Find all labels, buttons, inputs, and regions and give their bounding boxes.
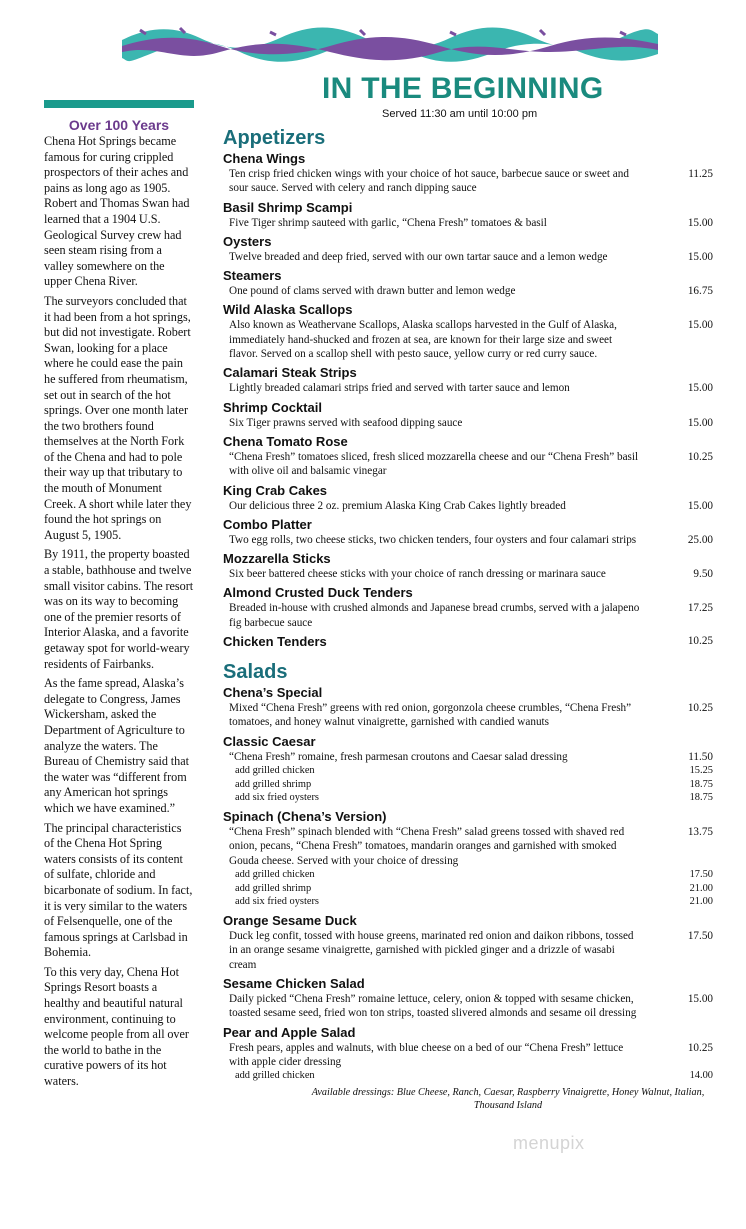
menu-item-detail (223, 167, 713, 196)
menu-item (223, 234, 713, 264)
menu-item-name: Mozzarella Sticks (223, 551, 331, 567)
menu-item (223, 365, 713, 395)
menu-item-detail (223, 1041, 713, 1070)
menu-item-name: Steamers (223, 268, 282, 284)
menu-item-name: Sesame Chicken Salad (223, 975, 365, 991)
menu-item-name: Chena’s Special (223, 685, 323, 701)
available-dressings-note: Available dressings: Blue Cheese, Ranch, Caesar, Raspberry Vinaigrette, Honey Walnut, Italian, Thousand Island (311, 1086, 705, 1111)
addon-label: add six fried oysters (235, 792, 319, 804)
menu-item-price: 15.00 (687, 319, 713, 332)
history-paragraph: By 1911, the property boasted a stable, bathhouse and twelve small visitor cabins. The resort was on its way to becoming one of the premier resorts of Interior Alaska, and a favorite getaway spot for world-weary residents of Fairbanks. (44, 547, 194, 671)
menu-item (223, 976, 713, 1021)
addon-label: add grilled chicken (235, 764, 315, 776)
history-paragraph: As the fame spread, Alaska’s delegate to Congress, James Wickersham, asked the Department of Agriculture to analyze the waters. The Bureau of Chemistry said that the water was “different from any American hot springs which we have examined.” (44, 676, 190, 815)
menu-item-name: Basil Shrimp Scampi (223, 199, 353, 215)
menu-item-description: Twelve breaded and deep fried, served with our own tartar sauce and a lemon wedge (229, 250, 608, 263)
menu-item (223, 302, 713, 361)
menu-item-price: 11.25 (688, 168, 713, 180)
history-paragraph: To this very day, Chena Hot Springs Resort boasts a healthy and beautiful natural environment, continuing to welcome people from all over the world to bathe in the curative powers of its hot waters. (44, 964, 189, 1089)
menu-item-name: Chena Wings (223, 151, 306, 166)
menu-item-description: Duck leg confit, tossed with house greens, marinated red onion and daikon ribbons, tossed in an orange sesame vinaigrette, garnished with pickled ginger and a drizzle of wasabi cream (229, 930, 634, 971)
menu-addon-option (223, 882, 713, 896)
menu-item-price: 13.75 (687, 826, 713, 839)
page-title: IN THE BEGINNING (322, 72, 604, 105)
menu-item-description: Our delicious three 2 oz. premium Alaska King Crab Cakes lightly breaded (229, 499, 566, 512)
salad-list (223, 685, 713, 1083)
menu-item (223, 585, 713, 630)
menu-item-detail (223, 318, 713, 361)
menu-item-name: Shrimp Cocktail (223, 399, 322, 415)
menu-item-description: Two egg rolls, two cheese sticks, two chicken tenders, four oysters and four calamari strips (229, 533, 637, 546)
menu-item-price: 11.50 (688, 750, 713, 763)
addon-price: 21.00 (689, 896, 713, 908)
menu-item-price: 15.00 (687, 499, 713, 512)
menu-list (223, 126, 713, 1112)
menu-item-description: Five Tiger shrimp sauteed with garlic, “Chena Fresh” tomatoes & basil (229, 216, 547, 229)
sidebar-title: Over 100 Years (68, 117, 170, 133)
menu-item-price: 17.25 (687, 602, 713, 615)
addon-label: add grilled chicken (235, 1070, 315, 1082)
menu-item-name: Classic Caesar (223, 733, 316, 749)
menu-item-detail (223, 450, 713, 479)
menu-item-description: One pound of clams served with drawn butter and lemon wedge (229, 285, 516, 298)
menu-item (223, 483, 713, 513)
menu-addon-option (223, 778, 713, 792)
menu-item (223, 434, 713, 479)
appetizer-list (223, 151, 713, 650)
menu-item-description: “Chena Fresh” romaine, fresh parmesan croutons and Caesar salad dressing (229, 750, 568, 763)
menu-addon-option (223, 764, 713, 778)
addon-price: 21.00 (689, 882, 713, 894)
menu-item-detail (223, 381, 713, 395)
menu-item-detail (223, 992, 713, 1021)
menu-item-name: Spinach (Chena’s Version) (223, 809, 387, 825)
menu-item-heading-row (223, 634, 713, 650)
menu-item (223, 400, 713, 430)
addon-price: 17.50 (689, 868, 713, 880)
history-paragraph: The surveyors concluded that it had been from a hot springs, but did not investigate. Robert Swan, looking for a place where he could ease the pain he suffered from rheumatism, set out in search of the hot springs. Over one month later the two brothers found themselves at the North Fork of the Chena and had to pole their way up that tributary to the mouth of Monument Creek. A short while later they found the hot springs on August 5, 1905. (44, 293, 192, 542)
addon-label: add grilled shrimp (235, 778, 312, 790)
menu-item-description: Lightly breaded calamari strips fried and served with tarter sauce and lemon (229, 382, 570, 395)
menu-item-detail (223, 284, 713, 298)
menu-item (223, 200, 713, 230)
menu-item-detail (223, 567, 713, 581)
menu-item-description: Six Tiger prawns served with seafood dipping sauce (229, 416, 463, 429)
menu-item-name: King Crab Cakes (223, 482, 328, 498)
menu-item-price: 15.00 (687, 382, 713, 395)
menu-item-name: Oysters (223, 233, 272, 249)
menu-item-price: 15.00 (687, 416, 713, 429)
menu-item-description: Mixed “Chena Fresh” greens with red onion, gorgonzola cheese crumbles, “Chena Fresh” tomatoes, and honey walnut vinaigrette, garnished with candied wanuts (229, 702, 632, 729)
menu-item-name: Orange Sesame Duck (223, 913, 357, 929)
addon-price: 15.25 (689, 764, 713, 776)
menu-item-detail (223, 929, 713, 972)
menu-item-detail (223, 601, 713, 630)
menu-item-name: Chicken Tenders (223, 634, 327, 650)
addon-label: add grilled chicken (235, 868, 315, 880)
menu-item-name: Calamari Steak Strips (223, 365, 357, 381)
menu-addon-option (223, 1069, 713, 1083)
menu-item (223, 809, 713, 909)
menu-item-price: 10.25 (687, 450, 713, 463)
menu-item-description: “Chena Fresh” spinach blended with “Chena Fresh” salad greens tossed with shaved red onion, pecans, “Chena Fresh” tomatoes, mandarin oranges and garnished with smoked Gouda cheese. Served with your choice of dressing (229, 826, 625, 867)
menu-item-name: Pear and Apple Salad (223, 1024, 356, 1040)
menu-item-description: “Chena Fresh” tomatoes sliced, fresh sliced mozzarella cheese and our “Chena Fresh” basil with olive oil and balsamic vinegar (229, 450, 639, 478)
menu-item-price: 17.50 (687, 930, 713, 943)
menu-item-price: 15.00 (687, 216, 713, 229)
menu-item-price: 15.00 (687, 992, 713, 1005)
menu-item-description: Also known as Weathervane Scallops, Alaska scallops harvested in the Gulf of Alaska, immediately hand-shucked and frozen at sea, are known for their large size and sweet flavor. Served on a scallop shell with pesto sauce, yellow curry or red curry sauce. (229, 319, 617, 361)
menu-item-name: Almond Crusted Duck Tenders (223, 585, 413, 601)
menu-item-description: Breaded in-house with crushed almonds and Japanese bread crumbs, served with a jalapeno fig barbecue sauce (229, 602, 640, 629)
menu-item-detail (223, 701, 713, 730)
history-paragraph: The principal characteristics of the Chena Hot Spring waters consists of its content of sulfate, chloride and bicarbonate of sodium. In fact, it is very similar to the waters of Felsenquelle, one of the famous springs at Carlsbad in Bohemia. (44, 820, 193, 960)
menu-item (223, 517, 713, 547)
salads-heading: Salads (223, 661, 288, 684)
addon-label: add six fried oysters (235, 896, 319, 908)
menu-item (223, 634, 713, 650)
menu-item-price: 16.75 (687, 285, 713, 298)
sidebar-accent-bar (44, 100, 194, 108)
history-paragraph: Chena Hot Springs became famous for curing crippled prospectors of their aches and pains as long ago as 1905. Robert and Thomas Swan had learned that a 1904 U.S. Geological Survey crew had seen steam rising from a valley somewhere on the upper Chena River. (44, 134, 190, 289)
menu-addon-option (223, 791, 713, 805)
menu-item-detail (223, 216, 713, 230)
menu-addon-option (223, 868, 713, 882)
addon-label: add grilled shrimp (235, 882, 312, 894)
watermark: menupix (513, 1133, 585, 1153)
menu-item-price: 10.25 (687, 1041, 713, 1054)
menu-item-description: Six beer battered cheese sticks with your choice of ranch dressing or marinara sauce (229, 568, 606, 581)
menu-item (223, 551, 713, 581)
menu-item (223, 685, 713, 730)
addon-price: 18.75 (689, 792, 713, 804)
menu-item-description: Daily picked “Chena Fresh” romaine lettuce, celery, onion & topped with sesame chicken, toasted sesame seed, fried won ton strips, toasted slivered almonds and sesame oil dressing (229, 992, 637, 1020)
menu-item-detail (223, 750, 713, 764)
menu-item-name: Chena Tomato Rose (223, 433, 348, 449)
history-sidebar (44, 100, 194, 1094)
menu-item (223, 1025, 713, 1083)
menu-item (223, 151, 713, 196)
menu-item-detail (223, 533, 713, 547)
menu-item-description: Ten crisp fried chicken wings with your choice of hot sauce, barbecue sauce or sweet and sour sauce. Served with celery and ranch dipping sauce (229, 168, 629, 195)
addon-price: 14.00 (689, 1070, 713, 1082)
menu-item-price: 25.00 (687, 533, 713, 546)
menu-item-price: 9.50 (693, 568, 713, 581)
decorative-wave-banner (120, 22, 660, 68)
menu-item-price: 15.00 (687, 250, 713, 263)
menu-item-detail (223, 250, 713, 264)
addon-price: 18.75 (689, 778, 713, 790)
menu-item-detail (223, 825, 713, 868)
appetizers-heading: Appetizers (223, 127, 326, 149)
menu-item-name: Combo Platter (223, 516, 312, 532)
menu-item-detail (223, 416, 713, 430)
menu-item-price: 10.25 (687, 702, 713, 715)
serving-hours: Served 11:30 am until 10:00 pm (382, 108, 538, 120)
menu-item-description: Fresh pears, apples and walnuts, with blue cheese on a bed of our “Chena Fresh” lettuce with apple cider dressing (229, 1041, 624, 1068)
menu-addon-option (223, 895, 713, 909)
menu-item-price: 10.25 (687, 635, 713, 648)
menu-item (223, 913, 713, 972)
menu-item-name: Wild Alaska Scallops (223, 302, 353, 318)
menu-item (223, 734, 713, 805)
menu-item-detail (223, 499, 713, 513)
menu-item (223, 268, 713, 298)
